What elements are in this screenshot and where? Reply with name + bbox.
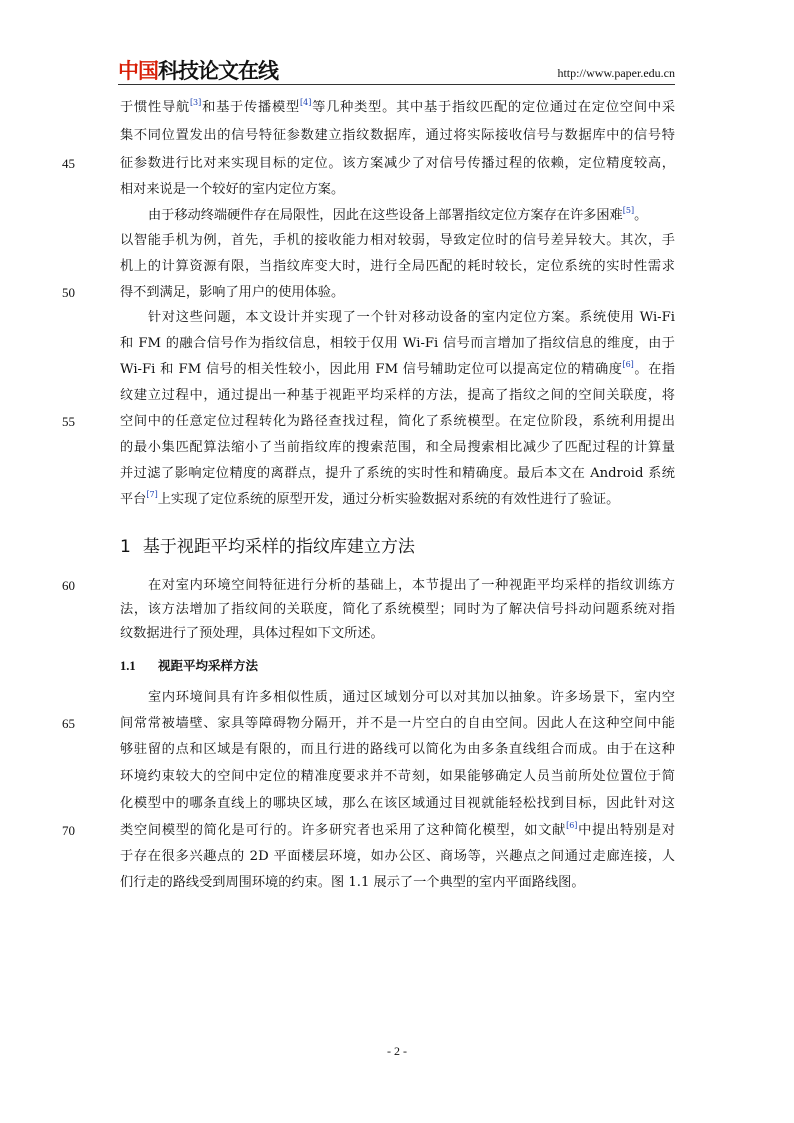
body-line: 相对来说是一个较好的室内定位方案。: [120, 182, 345, 197]
citation-link[interactable]: [6]: [566, 821, 578, 830]
body-line: 在对室内环境空间特征进行分析的基础上，本节提出了一种视距平均采样的指纹训练方: [148, 578, 675, 593]
subsection-heading: 1.1 视距平均采样方法: [120, 658, 259, 673]
citation-link[interactable]: [6]: [622, 360, 634, 369]
body-line: 并过滤了影响定位精度的离群点，提升了系统的实时性和精确度。最后本文在 Android 系统: [120, 466, 675, 481]
logo-black-text: 科技论文在线: [158, 59, 278, 83]
line-number-60: 60: [62, 578, 75, 593]
page-number: - 2 -: [387, 1044, 407, 1058]
citation-link[interactable]: [4]: [300, 98, 312, 107]
body-line: 的最小集匹配算法缩小了当前指纹库的搜索范围，和全局搜索相比减少了匹配过程的计算量: [120, 440, 675, 455]
line-number-65: 65: [62, 716, 75, 731]
body-line: 空间中的任意定位过程转化为路径查找过程，简化了系统模型。在定位阶段，系统利用提出: [120, 414, 675, 429]
body-line: 以智能手机为例，首先，手机的接收能力相对较弱，导致定位时的信号差异较大。其次，手: [120, 233, 675, 248]
body-line: 环境约束较大的空间中定位的精准度要求并不苛刻，如果能够确定人员当前所处位置位于简: [120, 769, 675, 784]
line-number-55: 55: [62, 414, 75, 429]
body-line: 法，该方法增加了指纹间的关联度，简化了系统模型；同时为了解决信号抖动问题系统对指: [120, 602, 675, 617]
body-line: 得不到满足，影响了用户的使用体验。: [120, 285, 345, 300]
body-line: Wi-Fi 和 FM 信号的相关性较小，因此用 FM 信号辅助定位可以提高定位的精确度[6]。在指: [120, 360, 675, 377]
body-line: 纹建立过程中，通过提出一种基于视距平均采样的方法，提高了指纹之间的空间关联度，将: [120, 388, 675, 403]
body-line: 化模型中的哪条直线上的哪块区域，那么在该区域通过目视就能轻松找到目标，因此针对这: [120, 796, 675, 811]
header-rule: [118, 84, 675, 85]
body-line: 于惯性导航[3]和基于传播模型[4]等几种类型。其中基于指纹匹配的定位通过在定位空间中采: [120, 98, 676, 115]
citation-link[interactable]: [7]: [146, 490, 158, 499]
citation-link[interactable]: [3]: [189, 98, 202, 107]
body-line: 类空间模型的简化是可行的。许多研究者也采用了这种简化模型，如文献[6]中提出特别是对: [120, 821, 676, 838]
body-line: 于存在很多兴趣点的 2D 平面楼层环境，如办公区、商场等，兴趣点之间通过走廊连接，人: [120, 849, 675, 864]
body-line: 征参数进行比对来实现目标的定位。该方案减少了对信号传播过程的依赖，定位精度较高，: [120, 156, 675, 171]
page-header: [118, 58, 675, 84]
body-line: 针对这些问题，本文设计并实现了一个针对移动设备的室内定位方案。系统使用 Wi-Fi: [148, 310, 675, 325]
body-line: 机上的计算资源有限，当指纹库变大时，进行全局匹配的耗时较长，定位系统的实时性需求: [120, 259, 675, 274]
body-line: 间常常被墙壁、家具等障碍物分隔开，并不是一片空白的自由空间。因此人在这种空间中能: [120, 716, 675, 731]
line-number-70: 70: [62, 823, 75, 838]
body-line: 纹数据进行了预处理，具体过程如下文所述。: [120, 626, 384, 641]
logo-red-text: 中国: [118, 59, 158, 83]
journal-logo[interactable]: [118, 58, 278, 84]
line-number-50: 50: [62, 285, 75, 300]
body-line: 们行走的路线受到周围环境的约束。图 1.1 展示了一个典型的室内平面路线图。: [120, 875, 585, 890]
body-line: 集不同位置发出的信号特征参数建立指纹数据库，通过将实际接收信号与数据库中的信号特: [120, 128, 675, 143]
header-url[interactable]: http://www.paper.edu.cn: [557, 66, 675, 80]
body-line: 室内环境间具有许多相似性质，通过区域划分可以对其加以抽象。许多场景下，室内空: [148, 690, 675, 705]
body-line: 和 FM 的融合信号作为指纹信息，相较于仅用 Wi-Fi 信号而言增加了指纹信息的维度，由于: [120, 336, 675, 351]
body-line: 由于移动终端硬件存在局限性，因此在这些设备上部署指纹定位方案存在许多困难[5]。: [148, 206, 648, 223]
section-heading: 1 基于视距平均采样的指纹库建立方法: [120, 537, 415, 557]
citation-link[interactable]: [5]: [622, 206, 635, 215]
line-number-45: 45: [62, 156, 75, 171]
body-line: 平台[7]上实现了定位系统的原型开发，通过分析实验数据对系统的有效性进行了验证。: [120, 490, 620, 507]
body-line: 够驻留的点和区域是有限的，而且行进的路线可以简化为由多条直线组合而成。由于在这种: [120, 742, 675, 757]
